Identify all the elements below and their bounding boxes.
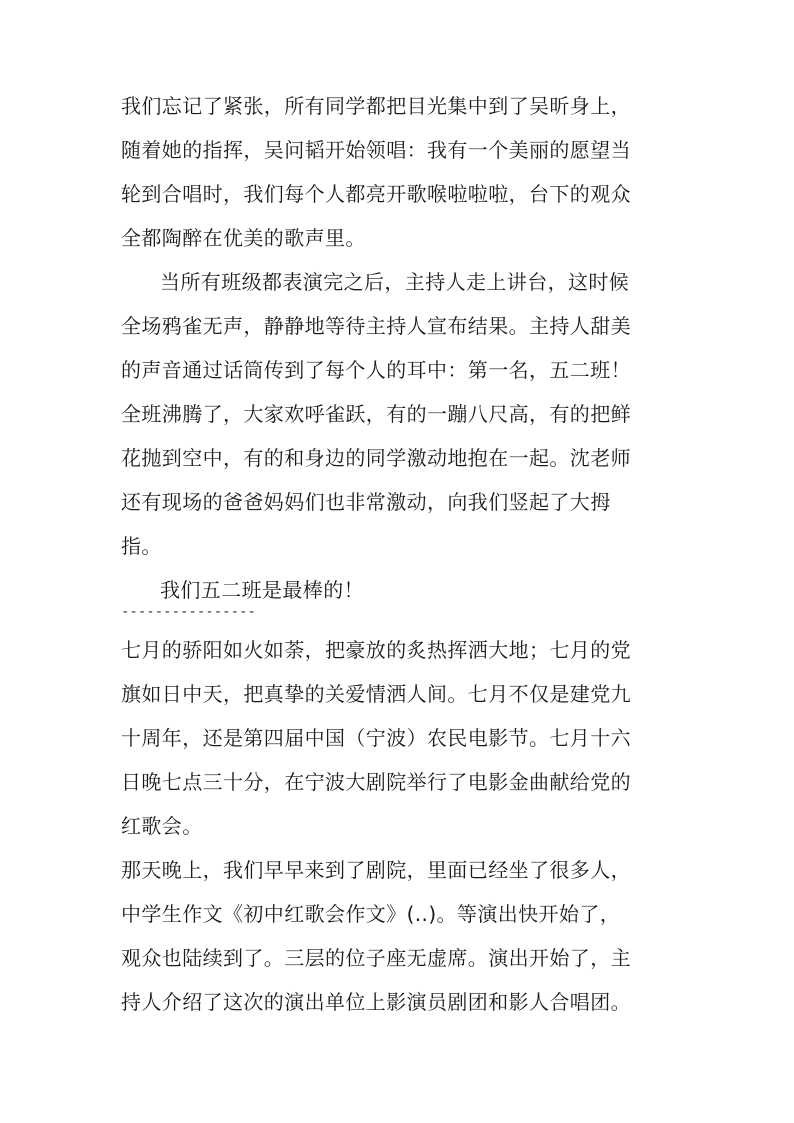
paragraph-line: 全场鸦雀无声，静静地等待主持人宣布结果。主持人甜美 <box>121 314 631 338</box>
paragraph-line: 观众也陆续到了。三层的位子座无虚席。演出开始了，主 <box>121 946 631 970</box>
paragraph-line: 红歌会。 <box>121 814 203 838</box>
paragraph-line: 还有现场的爸爸妈妈们也非常激动，向我们竖起了大拇 <box>121 490 611 514</box>
paragraph-line: 那天晚上，我们早早来到了剧院，里面已经坐了很多人， <box>121 858 631 882</box>
paragraph-line: 随着她的指挥，吴问韬开始领唱：我有一个美丽的愿望当 <box>121 138 631 162</box>
paragraph-line: 中学生作文《初中红歌会作文》(..)。等演出快开始了， <box>121 902 621 926</box>
paragraph-line: 七月的骄阳如火如荼，把豪放的炙热挥洒大地；七月的党 <box>121 638 631 662</box>
paragraph-line: 我们忘记了紧张，所有同学都把目光集中到了吴昕身上， <box>121 94 631 118</box>
paragraph-line: 轮到合唱时，我们每个人都亮开歌喉啦啦啦，台下的观众 <box>121 182 631 206</box>
paragraph-line: 我们五二班是最棒的！ <box>160 578 364 602</box>
paragraph-line: 花抛到空中，有的和身边的同学激动地抱在一起。沈老师 <box>121 446 631 470</box>
paragraph-line: 持人介绍了这次的演出单位上影演员剧团和影人合唱团。 <box>121 990 631 1014</box>
paragraph-line: 旗如日中天，把真挚的关爱情洒人间。七月不仅是建党九 <box>121 682 631 706</box>
paragraph-line: 全都陶醉在优美的歌声里。 <box>121 226 366 250</box>
paragraph-line: 当所有班级都表演完之后，主持人走上讲台，这时候 <box>160 270 630 294</box>
section-divider: ---------------- <box>121 604 256 620</box>
paragraph-line: 十周年，还是第四届中国（宁波）农民电影节。七月十六 <box>121 726 631 750</box>
paragraph-line: 的声音通过话筒传到了每个人的耳中：第一名，五二班！ <box>121 358 631 382</box>
paragraph-line: 日晚七点三十分，在宁波大剧院举行了电影金曲献给党的 <box>121 770 631 794</box>
paragraph-line: 全班沸腾了，大家欢呼雀跃，有的一蹦八尺高，有的把鲜 <box>121 402 631 426</box>
paragraph-line: 指。 <box>121 534 162 558</box>
